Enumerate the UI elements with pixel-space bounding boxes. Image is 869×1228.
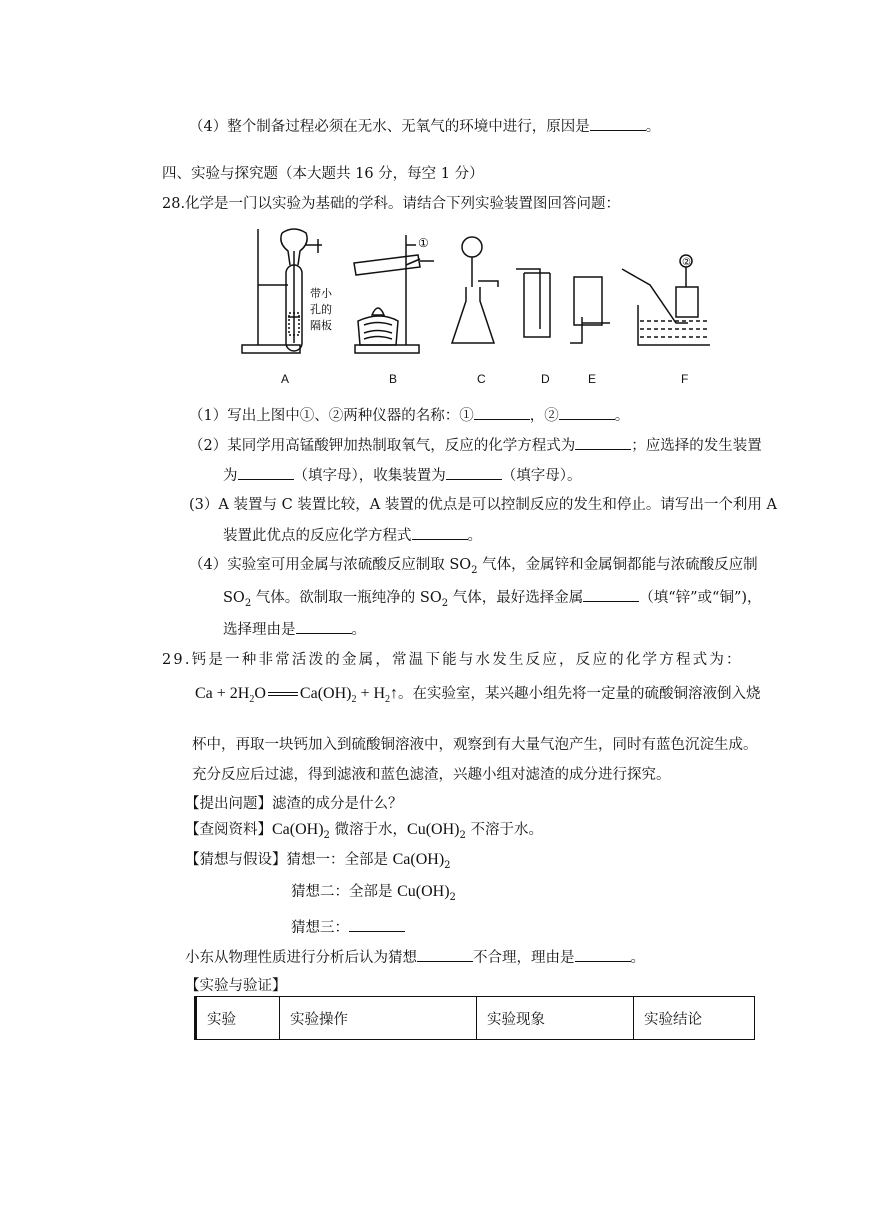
text: 小东从物理性质进行分析后认为猜想: [185, 950, 417, 966]
q28-part4-line3: [223, 619, 366, 640]
answer-blank[interactable]: [590, 116, 646, 131]
q29-stem-line2: [195, 684, 761, 710]
apparatus-figure: [230, 225, 710, 365]
text: 。: [467, 528, 482, 544]
q29-hypothesis-2: [291, 882, 456, 908]
q28-part4-line1: [189, 555, 758, 581]
answer-blank[interactable]: [349, 917, 405, 932]
subscript: 2: [441, 597, 449, 609]
formula: Ca(OH): [272, 821, 324, 838]
label-a: A: [281, 372, 290, 386]
text: 猜想二：全部是: [291, 884, 398, 900]
text: ；应选择的发生装置: [631, 438, 762, 454]
apparatus-f: [622, 255, 710, 345]
partition-label-2: 孔的: [310, 303, 332, 316]
marker-1: ①: [418, 236, 429, 250]
text: （填字母）。: [501, 468, 582, 484]
apparatus-c: [452, 237, 498, 343]
subscript: 2: [459, 829, 466, 841]
q29-question: 【提出问题】滤渣的成分是什么？: [185, 796, 403, 812]
text: SO: [223, 590, 245, 606]
answer-blank[interactable]: [446, 465, 502, 480]
text: + H: [356, 685, 386, 702]
text: （2）某同学用高锰酸钾加热制取氧气，反应的化学方程式为: [189, 438, 576, 454]
q29-hypothesis-1: [185, 850, 451, 876]
q29-stem-line1: 29.钙是一种非常活泼的金属，常温下能与水发生反应，反应的化学方程式为：: [162, 652, 743, 668]
subscript: 2: [323, 829, 330, 841]
text: 微溶于水，: [329, 822, 408, 838]
label-d: D: [541, 372, 550, 386]
text: O: [254, 685, 266, 702]
punct: 。: [645, 119, 661, 135]
experiment-table: [194, 996, 755, 1040]
text: 不溶于水。: [465, 822, 543, 838]
q28-part2-line1: [189, 435, 762, 456]
formula: Ca(OH): [392, 851, 445, 868]
answer-blank[interactable]: [583, 587, 639, 602]
q27-part4: [189, 116, 660, 137]
apparatus-d: [516, 269, 550, 337]
text: 【猜想与假设】猜想一：全部是: [185, 852, 393, 868]
answer-blank[interactable]: [412, 525, 468, 540]
partition-label-3: 隔板: [310, 319, 332, 332]
text: ↑: [390, 685, 399, 702]
header-experiment: 实验: [196, 997, 280, 1040]
text: 为: [223, 468, 238, 484]
text: （1）写出上图中①、②两种仪器的名称：①: [189, 408, 474, 424]
label-f: F: [681, 372, 689, 386]
answer-blank[interactable]: [417, 947, 473, 962]
q28-part3-line1: (3）A 装置与 C 装置比较，A 装置的优点是可以控制反应的发生和停止。请写出一个利用 A: [189, 497, 777, 513]
q28-stem: 28.化学是一门以实验为基础的学科。请结合下列实验装置图回答问题：: [162, 196, 621, 212]
q28-part2-line2: [223, 465, 582, 486]
text: 气体，最好选择金属: [448, 590, 584, 606]
label-e: E: [588, 372, 597, 386]
label-b: B: [389, 372, 398, 386]
q29-hypothesis-3: [291, 917, 405, 938]
text: 。: [630, 950, 645, 966]
text: 不合理，理由是: [473, 950, 575, 966]
q29-analysis: [185, 947, 645, 968]
answer-blank[interactable]: [575, 947, 631, 962]
answer-blank[interactable]: [474, 405, 530, 420]
text: 选择理由是: [223, 622, 296, 638]
text: 【查阅资料】: [185, 822, 272, 838]
partition-label-1: 带小: [310, 287, 332, 300]
label-c: C: [477, 372, 486, 386]
text: 。在实验室，某兴趣小组先将一定量的硫酸铜溶液倒入烧: [398, 686, 761, 702]
answer-blank[interactable]: [575, 435, 631, 450]
marker-2: ②: [682, 257, 691, 268]
equals-sign: [268, 692, 298, 696]
subscript: 2: [471, 564, 478, 576]
header-phenomenon: 实验现象: [477, 997, 634, 1040]
q29-material: [185, 820, 543, 846]
formula: Cu(OH): [397, 883, 450, 900]
text: ，②: [529, 408, 559, 424]
text: 。: [351, 622, 366, 638]
header-conclusion: 实验结论: [634, 997, 755, 1040]
subscript: 2: [449, 891, 456, 903]
subscript: 2: [351, 694, 357, 706]
table-header-row: [196, 997, 755, 1040]
text: 猜想三：: [291, 920, 349, 936]
formula: Cu(OH): [407, 821, 460, 838]
q29-stem-line3: 杯中，再取一块钙加入到硫酸铜溶液中，观察到有大量气泡产生，同时有蓝色沉淀生成。: [192, 737, 758, 753]
q28-part3-line2: [223, 525, 482, 546]
equation: [195, 685, 399, 706]
header-operation: 实验操作: [280, 997, 477, 1040]
answer-blank[interactable]: [238, 465, 294, 480]
q29-verify-heading: 【实验与验证】: [185, 978, 287, 994]
text: （填字母），收集装置为: [293, 468, 446, 484]
subscript: 2: [244, 597, 252, 609]
text: （填“锌”或“铜”)，: [639, 590, 762, 606]
q28-part1: [189, 405, 629, 426]
text: Ca(OH): [299, 685, 352, 702]
text: （4）实验室可用金属与浓硫酸反应制取 SO: [189, 557, 472, 573]
subscript: 2: [249, 694, 255, 706]
text: 装置此优点的反应化学方程式: [223, 528, 412, 544]
apparatus-b: [354, 235, 434, 353]
q28-part4-line2: [223, 587, 762, 614]
text: 气体，金属锌和金属铜都能与浓硫酸反应制: [477, 557, 758, 573]
q27-part4-text: （4）整个制备过程必须在无水、无氧气的环境中进行，原因是: [189, 119, 590, 135]
answer-blank[interactable]: [559, 405, 615, 420]
section-heading: 四、实验与探究题（本大题共 16 分，每空 1 分）: [162, 166, 484, 182]
text: 气体。欲制取一瓶纯净的 SO: [251, 590, 442, 606]
q29-stem-line4: 充分反应后过滤，得到滤液和蓝色滤渣，兴趣小组对滤渣的成分进行探究。: [192, 767, 671, 783]
subscript: 2: [385, 694, 391, 706]
text: 。: [614, 408, 630, 424]
subscript: 2: [444, 859, 451, 871]
text: Ca + 2H: [195, 685, 250, 702]
answer-blank[interactable]: [296, 619, 352, 634]
apparatus-e: [570, 277, 610, 343]
